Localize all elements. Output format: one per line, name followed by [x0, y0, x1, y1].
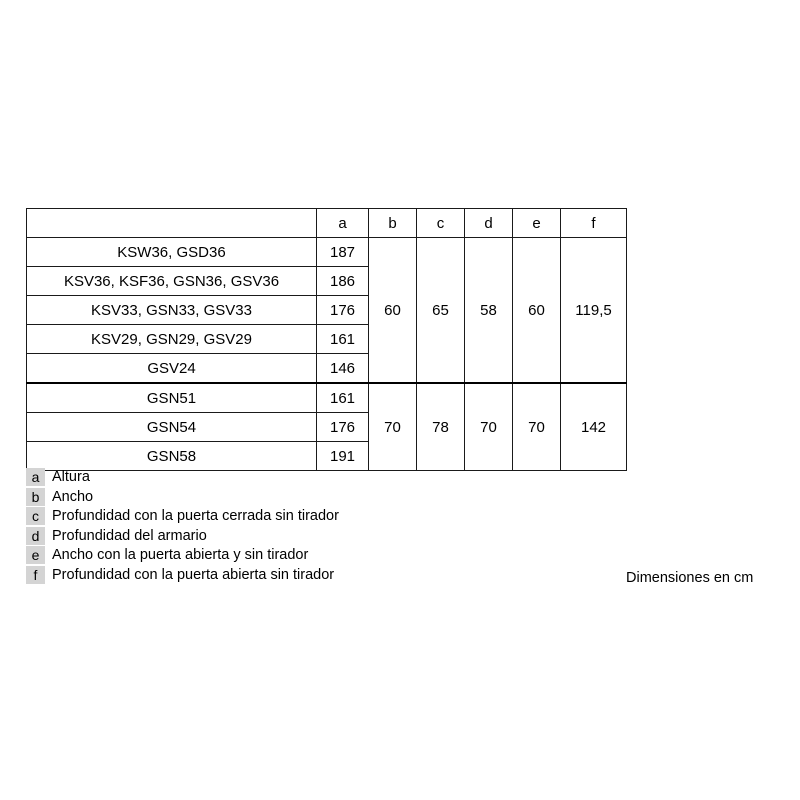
- legend-key: a: [26, 468, 45, 486]
- legend-item: [26, 546, 546, 566]
- legend-key: f: [26, 566, 45, 584]
- cell-f-group2: 142: [561, 383, 627, 471]
- table-row: [27, 383, 627, 413]
- cell-d-group2: 70: [465, 383, 513, 471]
- cell-b-group2: 70: [369, 383, 417, 471]
- cell-a: 186: [317, 267, 369, 296]
- cell-e-group2: 70: [513, 383, 561, 471]
- dimensions-table-container: [26, 208, 626, 471]
- table-row: [27, 238, 627, 267]
- cell-c-group1: 65: [417, 238, 465, 384]
- legend-text: Profundidad del armario: [52, 527, 207, 544]
- dimensions-table: [26, 208, 627, 471]
- cell-model: KSW36, GSD36: [27, 238, 317, 267]
- table-body: [27, 238, 627, 471]
- header-cell-f: f: [561, 209, 627, 238]
- legend-text: Profundidad con la puerta cerrada sin tirador: [52, 508, 339, 524]
- cell-a: 176: [317, 296, 369, 325]
- legend-key: b: [26, 488, 45, 506]
- legend: [26, 468, 546, 585]
- cell-a: 161: [317, 325, 369, 354]
- header-cell-b: b: [369, 209, 417, 238]
- cell-model: GSN54: [27, 413, 317, 442]
- units-note: Dimensiones en cm: [626, 570, 754, 586]
- legend-item: [26, 468, 546, 488]
- cell-model: GSN58: [27, 442, 317, 471]
- header-cell-e: e: [513, 209, 561, 238]
- legend-key: d: [26, 527, 45, 545]
- cell-e-group1: 60: [513, 238, 561, 384]
- cell-model: KSV33, GSN33, GSV33: [27, 296, 317, 325]
- header-cell-c: c: [417, 209, 465, 238]
- cell-model: GSN51: [27, 383, 317, 413]
- table-header-row: [27, 209, 627, 238]
- legend-key: e: [26, 546, 45, 564]
- legend-item: [26, 566, 546, 586]
- legend-item: [26, 488, 546, 508]
- cell-model: KSV36, KSF36, GSN36, GSV36: [27, 267, 317, 296]
- legend-text: Altura: [52, 469, 90, 485]
- cell-b-group1: 60: [369, 238, 417, 384]
- legend-text: Ancho con la puerta abierta y sin tirador: [52, 547, 309, 563]
- cell-model: KSV29, GSN29, GSV29: [27, 325, 317, 354]
- cell-c-group2: 78: [417, 383, 465, 471]
- header-cell-a: a: [317, 209, 369, 238]
- table-header: [27, 209, 627, 238]
- cell-f-group1: 119,5: [561, 238, 627, 384]
- legend-item: [26, 527, 546, 547]
- header-cell-d: d: [465, 209, 513, 238]
- legend-item: [26, 507, 546, 527]
- legend-text: Profundidad con la puerta abierta sin tirador: [52, 566, 335, 583]
- cell-model: GSV24: [27, 354, 317, 384]
- cell-a: 161: [317, 383, 369, 413]
- legend-key: c: [26, 507, 45, 525]
- cell-d-group1: 58: [465, 238, 513, 384]
- cell-a: 176: [317, 413, 369, 442]
- cell-a: 191: [317, 442, 369, 471]
- legend-text: Ancho: [52, 488, 94, 505]
- cell-a: 146: [317, 354, 369, 384]
- header-cell-model: [27, 209, 317, 238]
- cell-a: 187: [317, 238, 369, 267]
